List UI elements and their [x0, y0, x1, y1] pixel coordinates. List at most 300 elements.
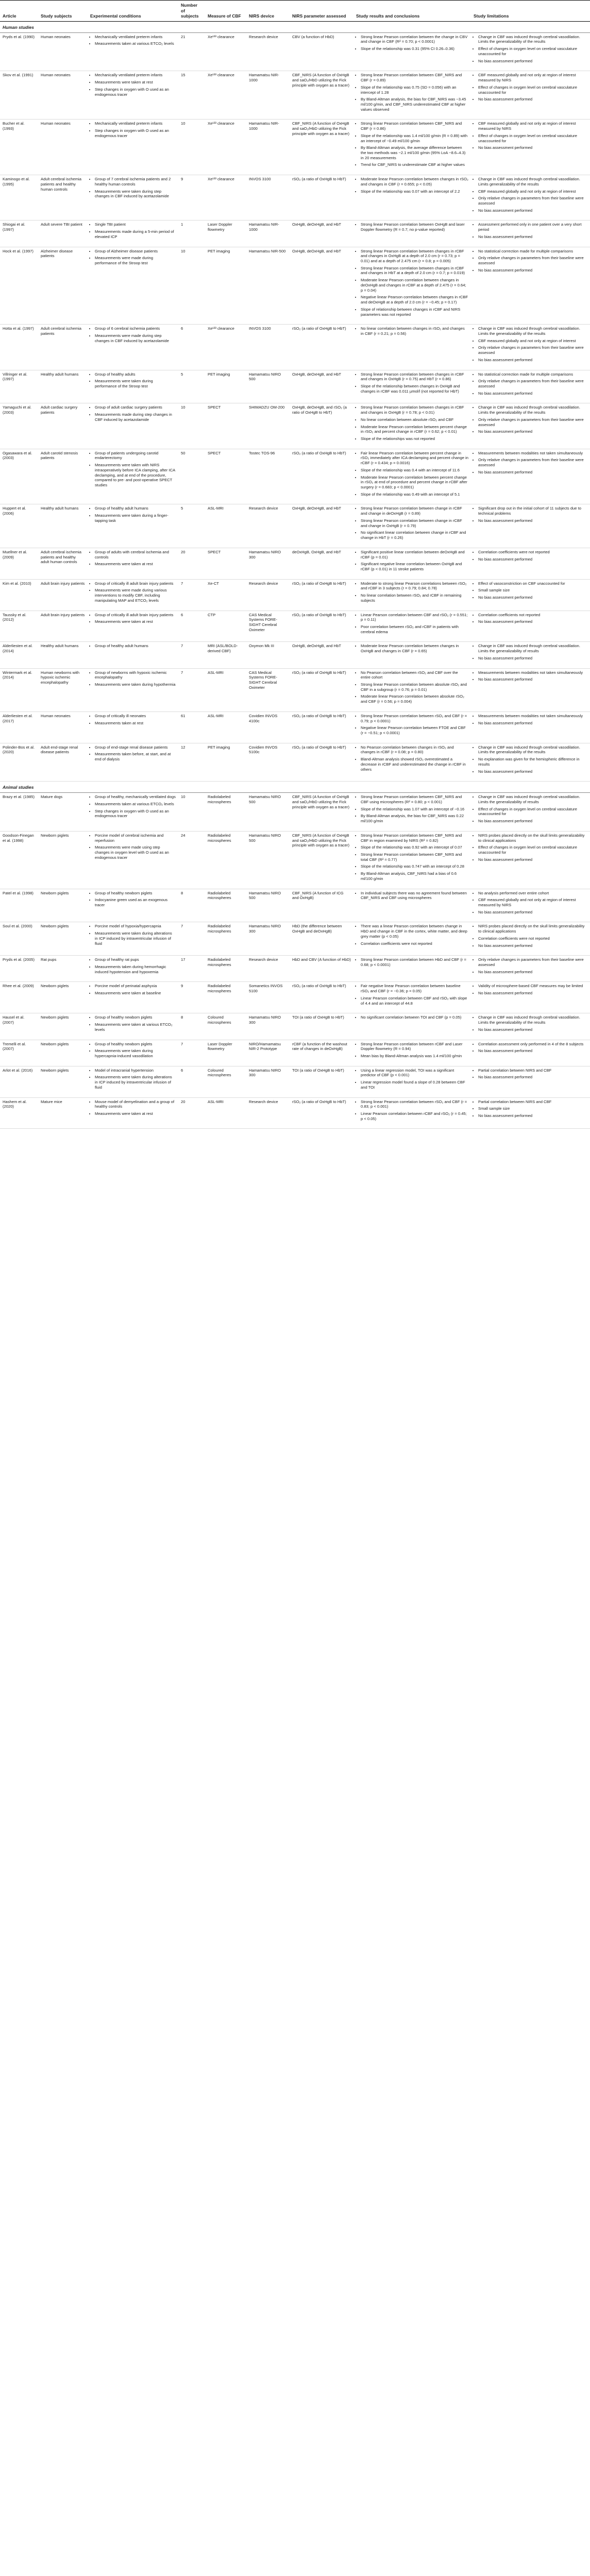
cell-device: Covidien INVOS 4100c [246, 711, 290, 743]
results-list [356, 891, 468, 901]
conditions-item: • Mechanically ventilated preterm infants [95, 73, 176, 78]
conditions-item: • Measurements were taken during performance of the Stroop test [95, 379, 176, 388]
conditions-item: • Measurements taken at various ETCO₂ levels [95, 802, 176, 807]
results-item: • Slope of the relationship was 1.4 ml/100 g/min (R = 0.89) with an intercept of −0.49 ml/100 g/min [361, 133, 468, 143]
limitations-list [474, 891, 587, 915]
cell-param: TOI (a ratio of OxHgB to HbT) [290, 1066, 353, 1097]
cell-article: Hashem et al. (2020) [0, 1097, 38, 1129]
limitations-item: • No bias assessment performed [478, 145, 587, 150]
conditions-item: • Measurements taken during hemorrhagic induced hypotension and hypoxemia [95, 964, 176, 974]
results-list [356, 249, 468, 317]
cell-param: OxHgB, deOxHgB, and HbT [290, 504, 353, 548]
conditions-item: • Mechanically ventilated preterm infants [95, 35, 176, 40]
cell-conditions [88, 221, 178, 247]
cell-limitations [471, 32, 590, 71]
cell-conditions [88, 956, 178, 982]
results-item: • Slope of the relationship was 0.07 with an intercept of 2.2 [361, 189, 468, 194]
cell-measure: Xe¹³³ clearance [205, 325, 246, 370]
cell-conditions [88, 548, 178, 579]
conditions-item: • Group of patients undergoing carotid endarterectomy [95, 451, 176, 461]
column-header: NIRS parameter assessed [290, 1, 353, 22]
cell-subjects: Adult cardiac surgery patients [38, 403, 88, 449]
results-list [356, 1042, 468, 1059]
results-item: • Strong linear Pearson correlation between changes in rCBF and changes in OxHgB at a depth of 2.0 cm (r = 0.73; p = 0.01) and at a depth of 2.475 cm (r = 0.8; p = 0.005) [361, 249, 468, 264]
results-item: • No linear correlation between absolute rSO₂ and CBF [361, 417, 468, 422]
cell-conditions [88, 325, 178, 370]
cell-device: Hamamatsu NIR-1000 [246, 120, 290, 175]
conditions-item: • Measurements taken before, at start, and at end of dialysis [95, 752, 176, 761]
cell-conditions [88, 668, 178, 711]
conditions-item: • Group of Alzheimer disease patients [95, 249, 176, 254]
conditions-item: • Group of critically ill adult brain injury patients [95, 581, 176, 586]
results-list [356, 372, 468, 394]
cell-measure: SPECT [205, 548, 246, 579]
results-item: • Slope of the relationship was 0.4 with an intercept of 11.6 [361, 468, 468, 473]
results-list [356, 794, 468, 824]
results-list [356, 581, 468, 603]
cell-limitations [471, 922, 590, 956]
table-row [0, 1040, 590, 1066]
cell-conditions [88, 831, 178, 889]
results-list [356, 506, 468, 540]
results-list [356, 670, 468, 704]
cell-limitations [471, 175, 590, 221]
cell-number: 24 [178, 831, 205, 889]
cell-article: Shiogai et al. (1997) [0, 221, 38, 247]
cell-results [353, 1097, 471, 1129]
cell-conditions [88, 1040, 178, 1066]
limitations-item: • No analysis performed over entire cohort [478, 891, 587, 896]
limitations-item: • Change in CBF was induced through cerebral vasodilation. Limits the generalizability of the results [478, 745, 587, 755]
limitations-item: • No bias assessment performed [478, 619, 587, 624]
column-header: Experimental conditions [88, 1, 178, 22]
limitations-item: • No bias assessment performed [478, 59, 587, 64]
table-row [0, 247, 590, 325]
cell-subjects: Newborn piglets [38, 1066, 88, 1097]
cell-device: Research device [246, 32, 290, 71]
cell-number: 7 [178, 668, 205, 711]
cell-param: rSO₂ (a ratio of OxHgB to HbT) [290, 579, 353, 611]
cell-param: rSO₂ (a ratio of OxHgB to HbT) [290, 982, 353, 1013]
cell-param: CBF_NIRS (A function of ICG and OxHgB) [290, 889, 353, 922]
conditions-list [90, 1068, 176, 1090]
conditions-item: • Step changes in oxygen with O used as an endogenous tracer [95, 87, 176, 97]
cell-subjects: Healthy adult humans [38, 370, 88, 403]
cell-measure: ASL-MRI [205, 711, 246, 743]
limitations-item: • NIRS probes placed directly on the skull limits generalizability to clinical applications [478, 833, 587, 843]
cell-subjects: Newborn piglets [38, 1040, 88, 1066]
cell-article: Goodson-Finegan et al. (1998) [0, 831, 38, 889]
table-row [0, 793, 590, 832]
results-item: • Using a linear regression model, TOI was a significant predictor of CBF (p < 0.001) [361, 1068, 468, 1078]
limitations-item: • CBF measured globally and not only at region of interest [478, 338, 587, 344]
conditions-item: • Step changes in oxygen with O used as an endogenous tracer [95, 809, 176, 819]
cell-limitations [471, 370, 590, 403]
table-row [0, 504, 590, 548]
conditions-item: • Mechanically ventilated preterm infants [95, 121, 176, 126]
limitations-list [474, 1099, 587, 1118]
results-item: • There was a linear Pearson correlation between change in HbD and change in CBF in the cortex, white matter, and deep grey matter (p < 0.05) [361, 924, 468, 939]
results-item: • Strong linear Pearson correlation between CBF_NIRS and CBF (r = 0.89) [361, 73, 468, 82]
cell-param: rSO₂ (a ratio of OxHgB to HbT) [290, 175, 353, 221]
cell-results [353, 642, 471, 668]
conditions-item: • Measurements were taken at various ETCO₂ levels [95, 1022, 176, 1032]
cell-device: Research device [246, 504, 290, 548]
results-item: • Mean bias by Bland-Altman analysis was 1.4 ml/100 g/min [361, 1054, 468, 1059]
cell-article: Wintermark et al. (2014) [0, 668, 38, 711]
conditions-item: • Measurements taken at rest [95, 721, 176, 726]
conditions-item: • Group of healthy newborn piglets [95, 891, 176, 896]
cell-article: Skov et al. (1991) [0, 71, 38, 120]
cell-results [353, 1040, 471, 1066]
cell-device: Hamamatsu NIRO 500 [246, 889, 290, 922]
cell-device: Hamamatsu NIRO 300 [246, 1066, 290, 1097]
cell-limitations [471, 668, 590, 711]
cell-results [353, 120, 471, 175]
limitations-item: • Effect of changes in oxygen level on cerebral vasculature unaccounted for [478, 807, 587, 817]
results-item: • Poor correlation between rSO₂ and rCBF in patients with cerebral edema [361, 624, 468, 634]
limitations-item: • Correlation coefficients were not reported [478, 550, 587, 555]
limitations-list [474, 372, 587, 396]
limitations-list [474, 643, 587, 660]
cell-measure: Xe¹³³ clearance [205, 120, 246, 175]
limitations-item: • Correlation coefficients were not reported [478, 936, 587, 941]
cell-measure: Xe¹³³ clearance [205, 71, 246, 120]
results-item: • Linear Pearson correlation between CBF and rSO₂ with slope of 4.4 and an intercept of 44.8 [361, 996, 468, 1006]
cell-device: Research device [246, 579, 290, 611]
cell-limitations [471, 247, 590, 325]
limitations-item: • CBF measured globally and not only at region of interest measured by NIRS [478, 897, 587, 907]
limitations-list [474, 1068, 587, 1080]
results-item: • No Pearson correlation between rSO₂ and CBF over the entire cohort [361, 670, 468, 680]
cell-device: Hamamatsu NIRO 300 [246, 922, 290, 956]
results-list [356, 1015, 468, 1020]
cell-device: Hamamatsu NIRO 500 [246, 793, 290, 832]
table-row [0, 642, 590, 668]
cell-measure: Radiolabeled microspheres [205, 956, 246, 982]
limitations-item: • No bias assessment performed [478, 470, 587, 475]
limitations-list [474, 249, 587, 273]
results-item: • Correlation coefficients were not reported [361, 941, 468, 946]
results-item: • Strong linear Pearson correlation between CBF_NIRS and CBF in region examined by NIRS (R² = 0.82) [361, 833, 468, 843]
cell-number: 1 [178, 221, 205, 247]
limitations-item: • No bias assessment performed [478, 391, 587, 396]
limitations-list [474, 984, 587, 995]
cell-device: Tostec TOS-96 [246, 449, 290, 504]
cell-results [353, 403, 471, 449]
cell-article: Villringer et al. (1997) [0, 370, 38, 403]
limitations-list [474, 833, 587, 862]
cell-article: Taussky et al. (2012) [0, 611, 38, 642]
table-row [0, 120, 590, 175]
cell-number: 15 [178, 71, 205, 120]
cell-device: Somanetics INVOS 5100 [246, 982, 290, 1013]
cell-subjects: Newborn piglets [38, 831, 88, 889]
results-item: • Strong linear Pearson correlation between change in rCBF and change in deOxHgB (r = 0.89) [361, 506, 468, 516]
cell-subjects: Adult cerebral ischemia patients and healthy adult human controls [38, 548, 88, 579]
results-item: • Strong linear Pearson correlation between change in rCBF and change in OxHgB (r = 0.79) [361, 518, 468, 528]
limitations-item: • Effect of vasoconstriction on CBF unaccounted for [478, 581, 587, 586]
limitations-list [474, 506, 587, 523]
conditions-item: • Measurements were taken during alterations in ICP induced by intraventricular infusion of fluid [95, 1075, 176, 1090]
conditions-list [90, 177, 176, 199]
cell-subjects: Alzheimer disease patients [38, 247, 88, 325]
cell-subjects: Newborn piglets [38, 889, 88, 922]
conditions-list [90, 1015, 176, 1032]
cell-conditions [88, 449, 178, 504]
column-header: Article [0, 1, 38, 22]
limitations-list [474, 326, 587, 362]
conditions-item: • Indocyanine green used as an exogenous tracer [95, 897, 176, 907]
cell-results [353, 922, 471, 956]
limitations-item: • NIRS probes placed directly on the skull limits generalizability to clinical applications [478, 924, 587, 934]
cell-device: Hamamatsu NIR-500 [246, 247, 290, 325]
results-item: • Moderate linear Pearson correlation between changes in OxHgB and changes in CBF (r = 0.65) [361, 643, 468, 653]
results-list [356, 1068, 468, 1090]
limitations-item: • Partial correlation between NIRS and CBF [478, 1068, 587, 1073]
cell-limitations [471, 982, 590, 1013]
section-title: Human studies [0, 21, 590, 32]
conditions-list [90, 249, 176, 266]
cell-subjects: Healthy adult humans [38, 504, 88, 548]
cell-measure: Xe¹³³ clearance [205, 32, 246, 71]
cell-number: 20 [178, 1097, 205, 1129]
cell-article: Huppert et al. (2006) [0, 504, 38, 548]
results-item: • Linear regression model found a slope of 0.28 between CBF and TOI [361, 1080, 468, 1090]
cell-results [353, 611, 471, 642]
cell-measure: ASL-MRI [205, 668, 246, 711]
cell-limitations [471, 711, 590, 743]
results-item: • Slope of the relationships was not reported [361, 436, 468, 442]
limitations-list [474, 1042, 587, 1054]
cell-article: Hausel et al. (2007) [0, 1013, 38, 1040]
results-list [356, 957, 468, 967]
cell-article: Yamaguchi et al. (2003) [0, 403, 38, 449]
cell-measure: Radiolabeled microspheres [205, 793, 246, 832]
cell-measure: CTP [205, 611, 246, 642]
results-item: • Significant negative linear correlation between OxHgB and rCBF (p < 0.01) in 11 stroke patients [361, 562, 468, 571]
cell-device: Oxymon Mk III [246, 642, 290, 668]
conditions-item: • Group of newborns with hypoxic ischemic encephalopathy [95, 670, 176, 680]
results-item: • By Bland-Altman analysis, CBF_NIRS had a bias of 0.6 ml/100 g/min [361, 871, 468, 881]
conditions-list [90, 35, 176, 46]
limitations-item: • Only relative changes in parameters from their baseline were assessed [478, 256, 587, 265]
cell-article: Brazy et al. (1985) [0, 793, 38, 832]
cell-results [353, 548, 471, 579]
cell-conditions [88, 32, 178, 71]
conditions-item: • Porcine model of hypoxia/hypercapnia [95, 924, 176, 929]
results-list [356, 177, 468, 194]
cell-number: 5 [178, 370, 205, 403]
limitations-item: • No bias assessment performed [478, 819, 587, 824]
section-row [0, 21, 590, 32]
cell-results [353, 793, 471, 832]
cell-number: 6 [178, 325, 205, 370]
conditions-list [90, 714, 176, 725]
cell-subjects: Human neonates [38, 32, 88, 71]
cell-conditions [88, 403, 178, 449]
results-item: • Strong linear Pearson correlation between changes in rCBF and changes in HbT at a depth of 2.0 cm (r = 0.7; p = 0.019) [361, 266, 468, 276]
limitations-item: • No bias assessment performed [478, 943, 587, 948]
limitations-item: • Change in CBF was induced through cerebral vasodilation. Limits the generalizability of results [478, 643, 587, 653]
cell-measure: ASL-MRI [205, 504, 246, 548]
conditions-item: • Measurements were taken at rest [95, 1111, 176, 1116]
conditions-item: • Group of healthy adult humans [95, 643, 176, 649]
cell-number: 10 [178, 403, 205, 449]
conditions-list [90, 891, 176, 908]
limitations-item: • No bias assessment performed [478, 769, 587, 774]
limitations-item: • Only relative changes in parameters from their baseline were assessed [478, 417, 587, 427]
cell-measure: Radiolabeled microspheres [205, 831, 246, 889]
cell-number: 6 [178, 1066, 205, 1097]
table-row [0, 449, 590, 504]
results-item: • Strong linear Pearson correlation between rCBF and Laser Doppler flowmetry (R = 0.94) [361, 1042, 468, 1052]
cell-number: 7 [178, 642, 205, 668]
conditions-item: • Measurements were made using step changes in oxygen level with O used as an endogenous tracer [95, 845, 176, 860]
conditions-item: • Group of adults with cerebral ischemia and controls [95, 550, 176, 560]
column-header: Study limitations [471, 1, 590, 22]
limitations-item: • Small sample size [478, 1106, 587, 1111]
results-item: • In individual subjects there was no agreement found between CBF_NIRS and CBF using microspheres [361, 891, 468, 901]
limitations-list [474, 405, 587, 434]
limitations-item: • Only relative changes in parameters from their baseline were assessed [478, 457, 587, 467]
results-list [356, 714, 468, 736]
cell-number: 7 [178, 922, 205, 956]
cell-device: Hamamatsu NIR-1000 [246, 71, 290, 120]
cell-param: CBF_NIRS (A function of OxHgB and saO₂/HbD utilizing the Fick principle with oxygen as a tracer) [290, 831, 353, 889]
limitations-item: • No bias assessment performed [478, 677, 587, 682]
cell-subjects: Adult end-stage renal disease patients [38, 743, 88, 782]
results-item: • Strong linear Pearson correlation between CBF_NIRS and CBF using microspheres (R² = 0.80; p < 0.001) [361, 794, 468, 804]
conditions-item: • Group of healthy rat pups [95, 957, 176, 962]
cell-conditions [88, 370, 178, 403]
conditions-list [90, 405, 176, 422]
table-row [0, 831, 590, 889]
cell-article: Alderliesten et al. (2017) [0, 711, 38, 743]
limitations-item: • Only relative changes in parameters from their baseline were assessed [478, 196, 587, 206]
conditions-list [90, 1099, 176, 1116]
study-table [0, 0, 590, 1129]
conditions-list [90, 121, 176, 138]
cell-number: 8 [178, 889, 205, 922]
limitations-item: • Change in CBF was induced through cerebral vasodilation. Limits the generalizability of the results [478, 326, 587, 336]
cell-subjects: Human newborns with hypoxic ischemic encephalopathy [38, 668, 88, 711]
cell-param: CBV (a function of HbD) [290, 32, 353, 71]
limitations-list [474, 957, 587, 974]
cell-subjects: Adult cerebral ischemia patients and healthy human controls [38, 175, 88, 221]
cell-limitations [471, 120, 590, 175]
cell-param: rCBF (a function of the washout rate of changes in deOxHgB) [290, 1040, 353, 1066]
conditions-list [90, 670, 176, 687]
results-list [356, 924, 468, 946]
table-body [0, 21, 590, 1129]
cell-device: Hamamatsu NIRO 500 [246, 370, 290, 403]
cell-subjects: Adult cerebral ischemia patients [38, 325, 88, 370]
results-list [356, 745, 468, 772]
cell-conditions [88, 579, 178, 611]
table-row [0, 711, 590, 743]
cell-subjects: Adult brain injury patients [38, 611, 88, 642]
conditions-list [90, 550, 176, 567]
cell-results [353, 449, 471, 504]
table-row [0, 370, 590, 403]
cell-conditions [88, 982, 178, 1013]
table-row [0, 1097, 590, 1129]
cell-limitations [471, 71, 590, 120]
results-item: • Strong linear Pearson correlation between CBF_NIRS and total CBF (R² = 0.77) [361, 852, 468, 862]
limitations-item: • CBF measured globally and not only at region of interest [478, 189, 587, 194]
cell-conditions [88, 642, 178, 668]
conditions-item: • Porcine model of cerebral ischemia and reperfusion [95, 833, 176, 843]
table-row [0, 1066, 590, 1097]
limitations-item: • Change in CBF was induced through cerebral vasodilation. Limits the generalizability of the results [478, 1015, 587, 1025]
limitations-list [474, 35, 587, 64]
conditions-item: • Measurements were taken during a finger-tapping task [95, 513, 176, 523]
results-list [356, 984, 468, 1006]
limitations-item: • No statistical correction made for multiple comparisons [478, 372, 587, 377]
cell-limitations [471, 956, 590, 982]
cell-conditions [88, 1066, 178, 1097]
limitations-item: • Change in CBF was induced through cerebral vasodilation. Limits generalizability of the results [478, 177, 587, 187]
results-item: • Slope of the relationship was 0.92 with an intercept of 0.07 [361, 845, 468, 850]
conditions-list [90, 581, 176, 603]
cell-number: 10 [178, 247, 205, 325]
results-list [356, 121, 468, 167]
results-item: • Strong linear Pearson correlation between rSO₂ and CBF (r = 0.79; p < 0.0001) [361, 714, 468, 723]
results-item: • No significant correlation between TOI and CBF (p = 0.05) [361, 1015, 468, 1020]
cell-device: NIRO/Hamamatsu NIR-2 Prototype [246, 1040, 290, 1066]
cell-article: Hock et al. (1997) [0, 247, 38, 325]
limitations-list [474, 121, 587, 150]
conditions-list [90, 73, 176, 97]
cell-results [353, 668, 471, 711]
conditions-item: • Measurements were taken at baseline [95, 991, 176, 996]
table-row [0, 611, 590, 642]
conditions-list [90, 613, 176, 624]
cell-device: Hamamatsu NIR-1000 [246, 221, 290, 247]
cell-measure: Laser Doppler flowmetry [205, 221, 246, 247]
cell-limitations [471, 1040, 590, 1066]
limitations-item: • No bias assessment performed [478, 518, 587, 523]
cell-limitations [471, 403, 590, 449]
limitations-item: • Only relative changes in parameters from their baseline were assessed [478, 957, 587, 967]
conditions-item: • Single TBI patient [95, 222, 176, 227]
table-row [0, 221, 590, 247]
limitations-item: • CBF measured globally and not only at region of interest measured by NIRS [478, 121, 587, 131]
results-list [356, 451, 468, 497]
results-item: • Slope of the relationship was 1.07 with an intercept of −0.16 [361, 807, 468, 812]
conditions-list [90, 643, 176, 649]
cell-number: 17 [178, 956, 205, 982]
results-item: • By Bland-Altman analysis, the average difference between the two methods was −2.1 ml/100 g/min (95% LoA −8.6–4.3) in 20 measurements [361, 145, 468, 160]
cell-measure: Xe¹³³ clearance [205, 175, 246, 221]
limitations-item: • Assessment performed only in one patient over a very short period [478, 222, 587, 232]
conditions-item: • Measurements were taken at rest [95, 562, 176, 567]
cell-measure: Xe-CT [205, 579, 246, 611]
cell-device: CAS Medical Systems FORE-SIGHT Cerebral Oximeter [246, 611, 290, 642]
limitations-item: • No bias assessment performed [478, 656, 587, 661]
limitations-list [474, 745, 587, 774]
cell-conditions [88, 120, 178, 175]
cell-number: 20 [178, 548, 205, 579]
cell-param: OxHgB, deOxHgB, and HbT [290, 642, 353, 668]
conditions-item: • Group of healthy newborn piglets [95, 1042, 176, 1047]
conditions-item: • Measurements were taken during hypothermia [95, 682, 176, 687]
limitations-item: • No statistical correction made for multiple comparisons [478, 249, 587, 254]
cell-limitations [471, 548, 590, 579]
limitations-item: • Measurements between modalities not taken simultaneously [478, 670, 587, 675]
conditions-item: • Measurements were made during performance of the Stroop test [95, 256, 176, 265]
